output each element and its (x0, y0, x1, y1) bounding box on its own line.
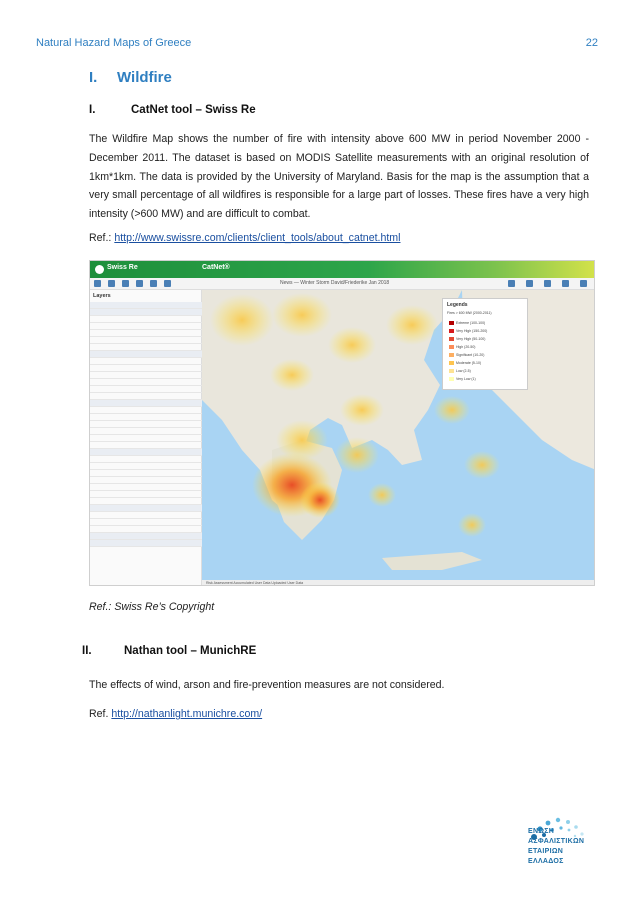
list-item (90, 526, 202, 533)
logo-line: ΕΛΛΑΔΟΣ (528, 858, 564, 865)
wildfire-map (202, 290, 595, 586)
layers-title: Layers (93, 293, 111, 299)
list-item (90, 414, 202, 421)
share-icon (150, 280, 157, 287)
subsection-heading-nathan (82, 645, 256, 657)
list-item (90, 463, 202, 470)
print-icon (526, 280, 533, 287)
legend-swatch (449, 353, 454, 357)
list-item (90, 498, 202, 505)
brand-name: Swiss Re (107, 264, 138, 271)
legend-swatch (449, 377, 454, 381)
reference-prefix: Ref.: (89, 232, 115, 244)
fire-cluster (270, 359, 314, 391)
fire-cluster (458, 513, 486, 537)
document-icon (544, 280, 551, 287)
list-item (90, 372, 202, 379)
layers-panel (90, 290, 202, 586)
reference-catnet (89, 232, 400, 244)
list-item (90, 449, 202, 456)
list-item (90, 435, 202, 442)
section-heading (89, 69, 172, 86)
subsection-number: I. (89, 104, 96, 116)
list-item (90, 400, 202, 407)
fire-cluster-hot (300, 482, 340, 518)
list-item (90, 477, 202, 484)
map-graphic (202, 290, 595, 586)
layers-icon (108, 280, 115, 287)
fire-cluster (340, 394, 384, 426)
catnet-toolbar (90, 278, 595, 290)
list-item (90, 323, 202, 330)
list-item (90, 442, 202, 449)
legend-item: Moderate (5-10) (449, 361, 481, 366)
list-item (90, 491, 202, 498)
fire-cluster (386, 305, 438, 345)
fire-cluster (434, 396, 470, 424)
map-legend (442, 298, 528, 390)
list-item (90, 470, 202, 477)
list-item (90, 379, 202, 386)
reference-nathan (89, 708, 262, 720)
section-title: Wildfire (117, 69, 172, 86)
fire-cluster (328, 327, 376, 363)
legend-item: Very Low (1) (449, 377, 476, 382)
pin-icon (122, 280, 129, 287)
page-number: 22 (585, 37, 598, 49)
list-item (90, 519, 202, 526)
legend-swatch (449, 321, 454, 325)
map-status-bar: Risk Assessment Accumulated User Data Uploaded User Data (202, 580, 595, 586)
list-item (90, 358, 202, 365)
app-name: CatNet® (202, 264, 230, 271)
list-item (90, 407, 202, 414)
help-icon (508, 280, 515, 287)
legend-swatch (449, 329, 454, 333)
list-item (90, 456, 202, 463)
subsection-title: Nathan tool – MunichRE (124, 645, 257, 657)
swissre-logo-icon (95, 265, 104, 274)
logo-line: ΑΣΦΑΛΙΣΤΙΚΩΝ (528, 838, 585, 845)
legend-item: Significant (10-20) (449, 353, 484, 358)
fire-cluster (368, 483, 396, 507)
wildfire-paragraph: The Wildfire Map shows the number of fire with intensity above 600 MW in period November 2000 - December 2011. The dataset is based on MODIS Satellite measurements with an original resolution of 1km*1km. The data is provided by the University of Maryland. Basis for the map is the assumption that a very small percentage of all wildfires is responsible for a large part of losses. These fires have a very high intensity (>600 MW) and are difficult to combat. (89, 133, 589, 221)
map-title: News — Winter Storm David/Friederike Jan 2018 (280, 280, 390, 286)
catnet-link[interactable]: http://www.swissre.com/clients/client_tools/about_catnet.html (114, 232, 401, 244)
list-item (90, 316, 202, 323)
back-icon (164, 280, 171, 287)
list-item (90, 309, 202, 316)
legend-item: Extreme (100-100) (449, 321, 485, 326)
legend-title: Legends (447, 302, 468, 308)
nathan-link[interactable]: http://nathanlight.munichre.com/ (111, 708, 263, 720)
list-item (90, 393, 202, 400)
section-number: I. (89, 69, 98, 86)
catnet-screenshot (89, 260, 595, 586)
subsection-number: II. (82, 645, 92, 657)
legend-item: Very High (150-200) (449, 329, 487, 334)
legend-swatch (449, 369, 454, 373)
list-item (90, 421, 202, 428)
reference-prefix: Ref. (89, 708, 112, 720)
catnet-header-bar (90, 261, 595, 278)
logo-line: ΕΤΑΙΡΙΩΝ (528, 848, 564, 855)
legend-swatch (449, 361, 454, 365)
legend-item: Low (2-5) (449, 369, 471, 374)
list-item (90, 302, 202, 309)
list-item (90, 386, 202, 393)
running-header-title: Natural Hazard Maps of Greece (36, 37, 192, 49)
measure-icon (136, 280, 143, 287)
legend-swatch (449, 345, 454, 349)
list-item (90, 351, 202, 358)
fire-cluster (335, 437, 379, 473)
fire-cluster (210, 294, 274, 346)
list-item (90, 505, 202, 512)
legend-swatch (449, 337, 454, 341)
association-logo-text (528, 827, 584, 867)
nathan-paragraph: The effects of wind, arson and fire-prevention measures are not considered. (89, 679, 445, 691)
list-item (90, 512, 202, 519)
list-item (90, 533, 202, 540)
list-item (90, 365, 202, 372)
layers-list (90, 302, 202, 547)
list-item (90, 428, 202, 435)
user-icon (580, 280, 587, 287)
subsection-heading-catnet (89, 104, 256, 116)
legend-subtitle: Fires > 600 MW (2000-2011) (447, 311, 492, 315)
fire-cluster (272, 293, 332, 337)
search-icon (94, 280, 101, 287)
legend-item: Very High (50-100) (449, 337, 485, 342)
crete-landmass (382, 552, 482, 570)
fire-cluster (464, 451, 500, 479)
legend-item: High (20-50) (449, 345, 475, 350)
logo-line: ΕΝΩΣΗ (528, 828, 555, 835)
list-item (90, 540, 202, 547)
list-item (90, 484, 202, 491)
list-item (90, 337, 202, 344)
list-item (90, 330, 202, 337)
save-icon (562, 280, 569, 287)
figure-caption: Ref.: Swiss Re’s Copyright (89, 601, 215, 613)
subsection-title: CatNet tool – Swiss Re (131, 104, 256, 116)
list-item (90, 344, 202, 351)
